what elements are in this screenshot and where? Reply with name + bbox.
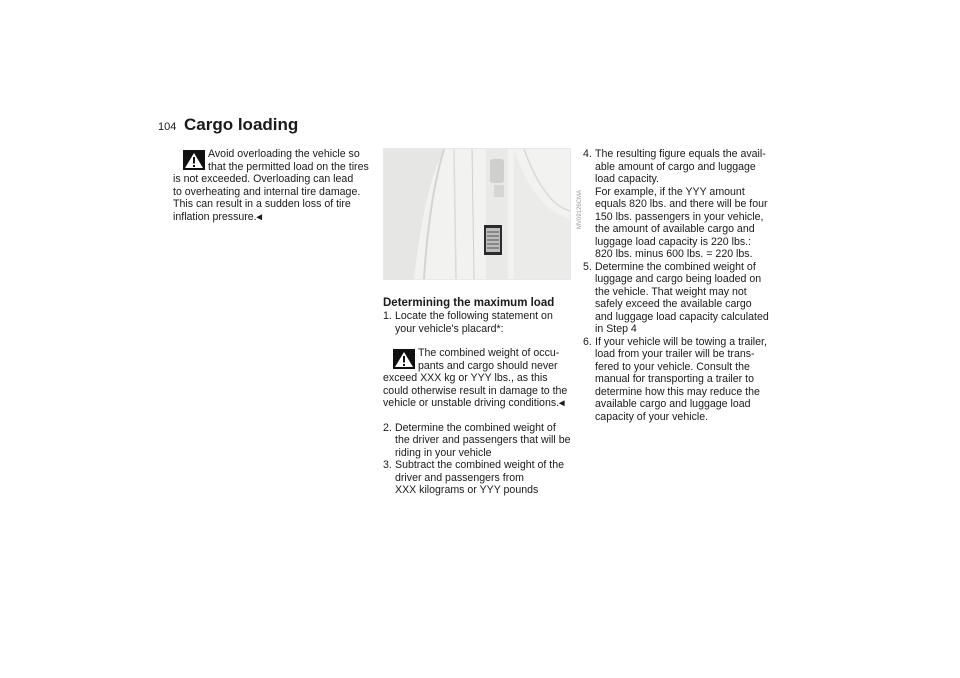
list-item [383,310,578,335]
warning-line: exceed XXX kg or YYY lbs., as this [383,372,548,384]
warning-line: that the permitted load on the tires [208,160,369,173]
step-line: For example, if the YYY amount [595,185,745,198]
steps-list [583,148,783,423]
step-line: Determine the combined weight of [395,421,556,434]
warning-line: vehicle or unstable driving conditions. [383,397,560,409]
warning-line: This can result in a sudden loss of tire [173,198,351,210]
step-line: in Step 4 [595,323,637,335]
step-number: 5. [583,260,592,273]
step-line: the driver and passengers that will be [395,434,571,446]
step-line: If your vehicle will be towing a trailer, [595,335,767,348]
warning-triangle-icon [183,150,205,170]
list-item [383,459,578,497]
column-3 [583,148,783,423]
step-line: capacity of your vehicle. [595,410,709,423]
step-line: determine how this may reduce the [595,385,760,398]
warning-line: pants and cargo should never [418,359,558,372]
list-item [383,422,578,460]
step-line: safely exceed the available cargo [595,298,752,310]
step-line: the vehicle. That weight may not [595,285,747,298]
image-code: MV09126CMA [577,189,583,229]
step-line: the amount of available cargo and [595,223,755,235]
section-heading: Determining the maximum load [383,297,555,309]
page-number: 104 [158,121,177,133]
step-line: available cargo and luggage load [595,398,751,410]
step-line: Locate the following statement on [395,310,553,322]
step-line: load capacity. [595,173,659,185]
tire-placard-photo [383,148,583,280]
end-mark-icon: ◂ [559,397,565,409]
step-line: load from your trailer will be trans- [595,348,755,360]
step-line: 150 lbs. passengers in your vehicle, [595,210,764,223]
list-item [583,261,783,336]
warning-line: inflation pressure. [173,210,257,223]
warning-line: could otherwise result in damage to the [383,384,568,397]
column-1 [173,148,378,223]
step-line: luggage and cargo being loaded on [595,273,762,285]
step-line: able amount of cargo and luggage [595,160,756,173]
warning-line: to overheating and internal tire damage. [173,185,361,198]
step-line: XXX kilograms or YYY pounds [395,484,539,496]
warning-triangle-icon [393,349,415,369]
warning-line: Avoid overloading the vehicle so [208,148,360,160]
warning-block [173,148,378,223]
step-line: Determine the combined weight of [595,260,756,273]
steps-list [383,310,578,335]
placard-warning-block [383,347,578,410]
column-2 [383,148,583,497]
warning-line: is not exceeded. Overloading can lead [173,173,354,185]
step-line: 820 lbs. minus 600 lbs. = 220 lbs. [595,248,753,260]
page-title: Cargo loading [184,115,299,134]
list-item [583,336,783,424]
step-line: driver and passengers from [395,471,524,484]
door-jamb-illustration [384,149,570,279]
step-line: Subtract the combined weight of the [395,459,565,471]
step-line: luggage load capacity is 220 lbs.: [595,235,752,248]
step-line: your vehicle's placard*: [395,322,504,335]
end-mark-icon: ◂ [256,210,262,223]
step-line: and luggage load capacity calculated [595,310,769,323]
step-number: 4. [583,148,592,160]
step-number: 1. [383,310,392,322]
step-line: riding in your vehicle [395,446,492,459]
step-number: 3. [383,459,392,471]
steps-list [383,422,578,497]
step-line: equals 820 lbs. and there will be four [595,198,768,210]
step-line: The resulting figure equals the avail- [595,148,766,160]
warning-line: The combined weight of occu- [418,347,560,359]
step-line: fered to your vehicle. Consult the [595,360,750,373]
step-number: 2. [383,421,392,434]
step-line: manual for transporting a trailer to [595,373,754,385]
list-item [583,148,783,261]
step-number: 6. [583,335,592,348]
